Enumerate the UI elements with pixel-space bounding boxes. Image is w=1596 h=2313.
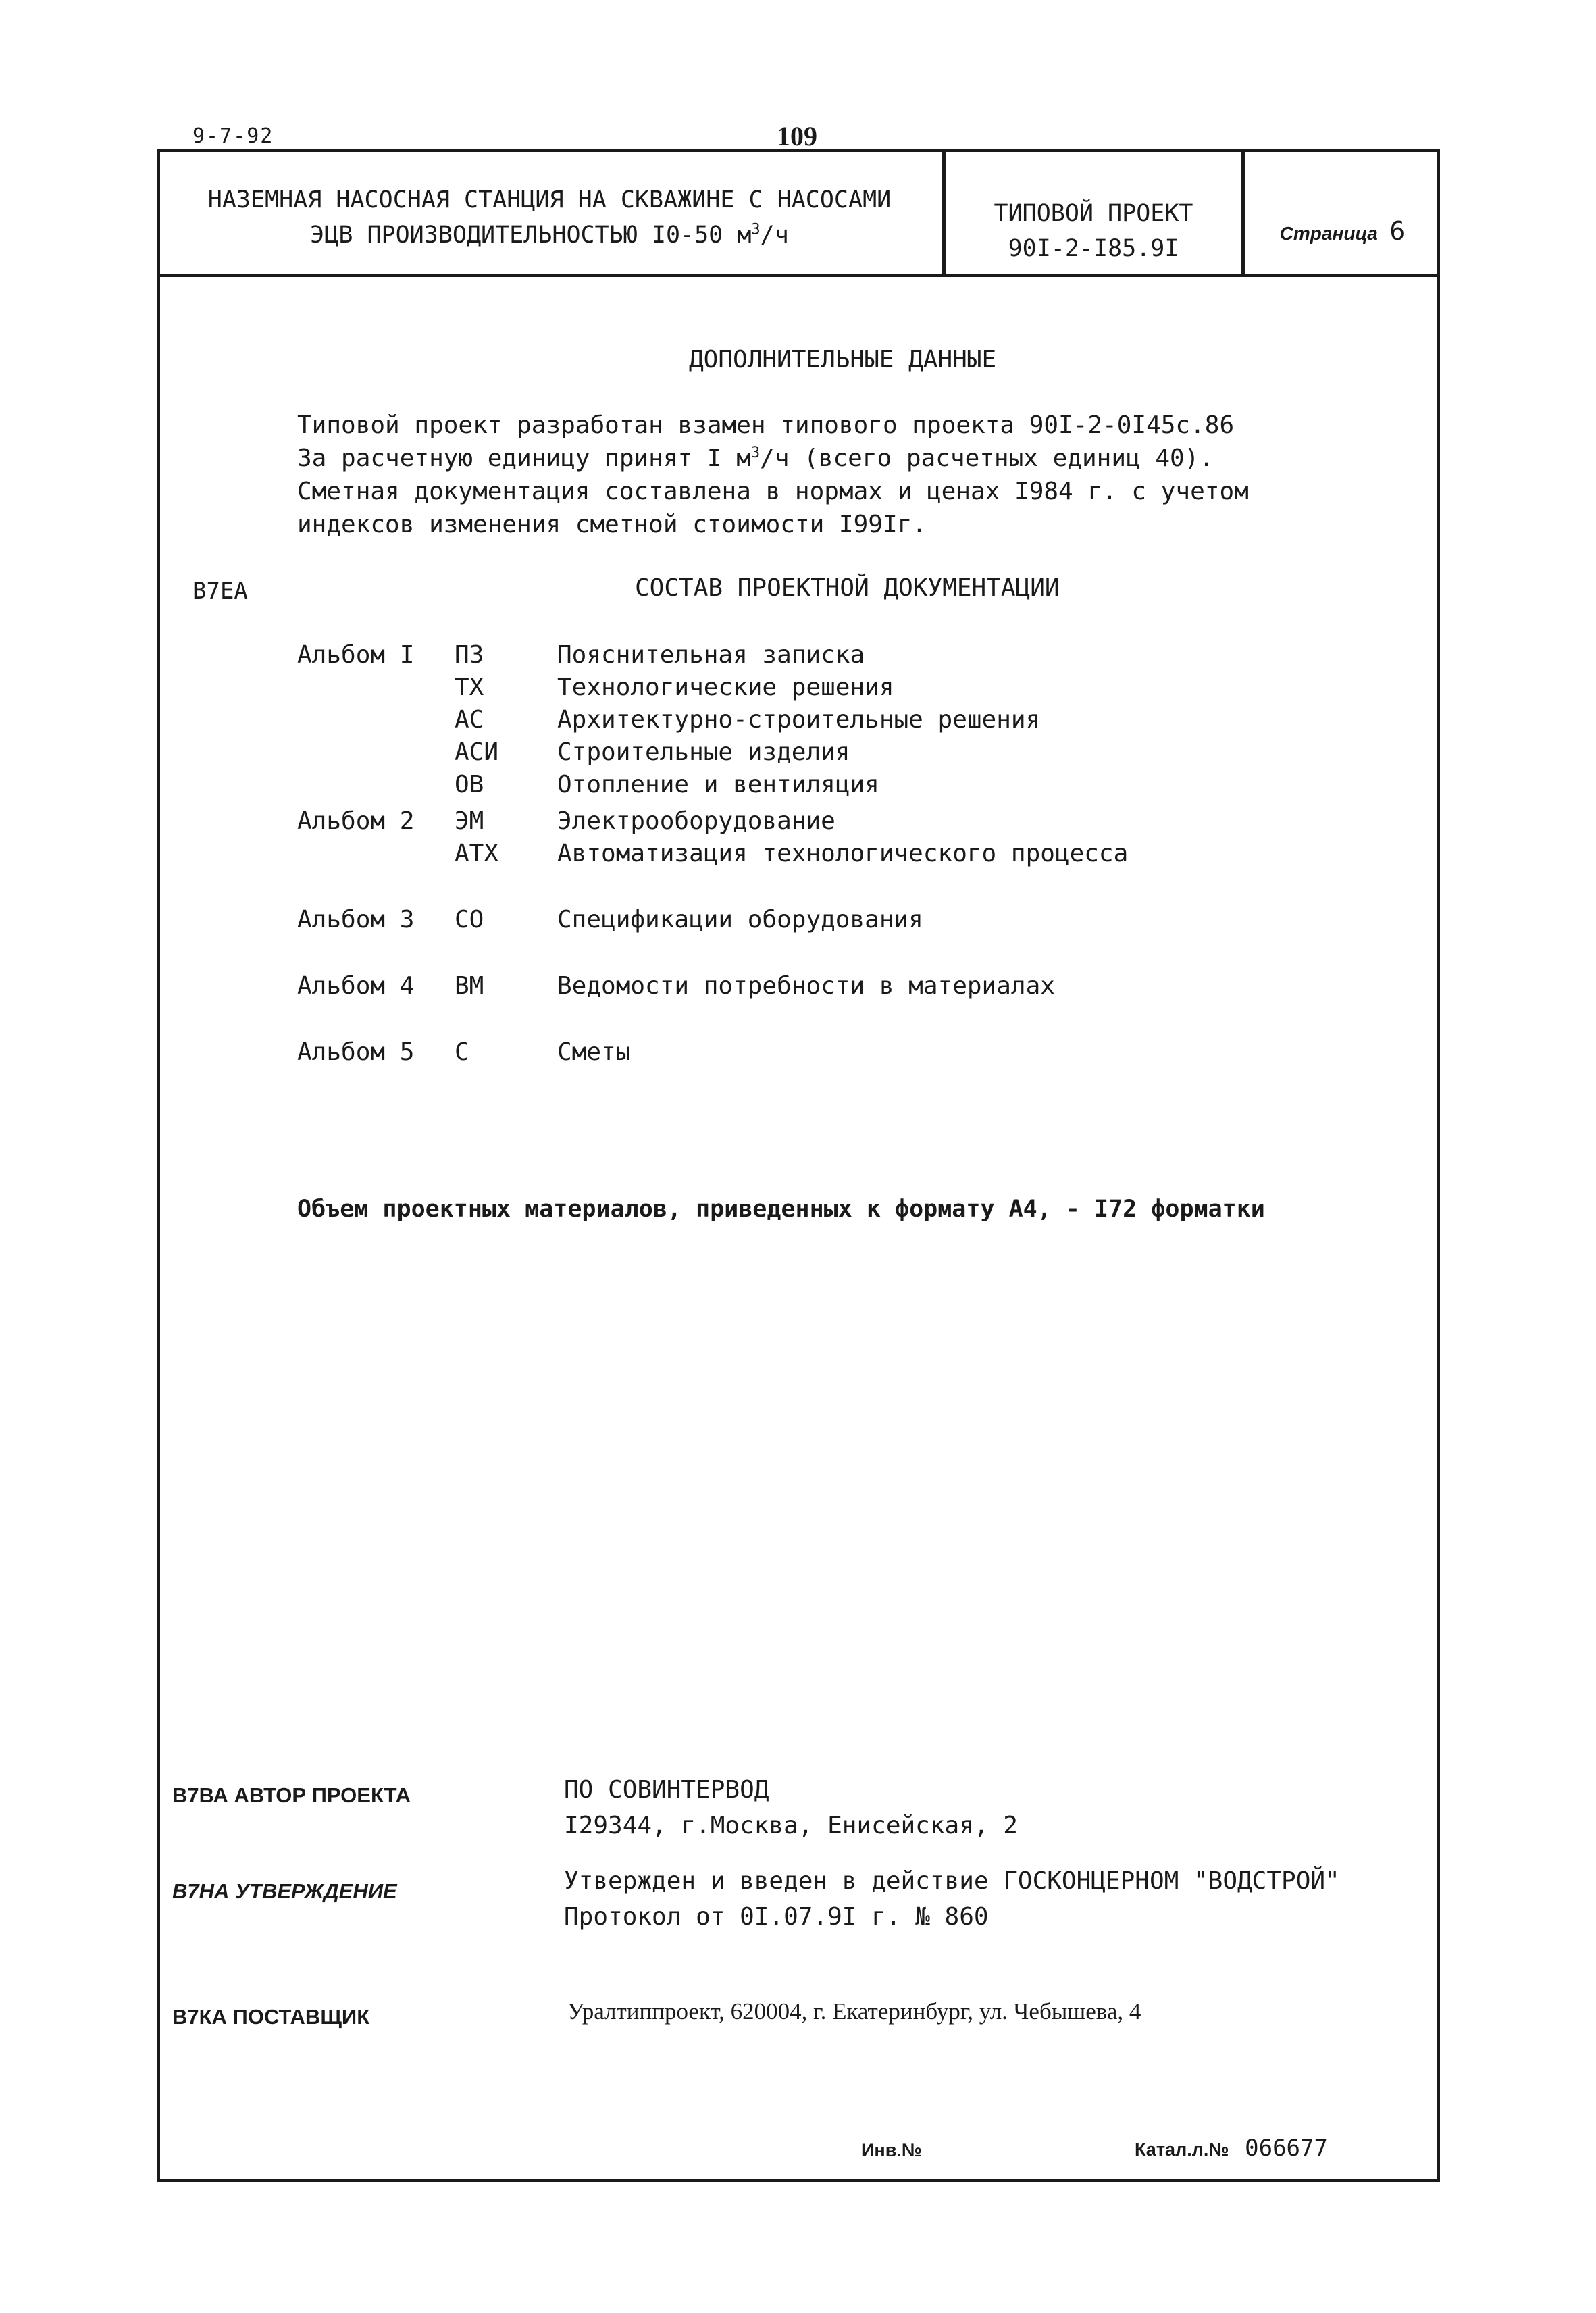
project-title-line1: НАЗЕМНАЯ НАСОСНАЯ СТАНЦИЯ НА СКВАЖИНЕ С НАСОСАМИ	[207, 186, 892, 213]
author-label: В7ВА АВТОР ПРОЕКТА	[172, 1783, 411, 1807]
supplier-text: Уралтиппроект, 620004, г. Екатеринбург, ул. Чебышева, 4	[567, 1998, 1141, 2025]
top-reference: 9-7-92	[192, 124, 274, 148]
document-mark: ТХ	[455, 673, 484, 701]
document-name: Пояснительная записка	[557, 641, 865, 669]
page-label: Страница	[1279, 223, 1378, 244]
document-mark: СО	[455, 906, 484, 934]
project-code-cell	[946, 196, 1241, 266]
additional-line: Сметная документация составлена в нормах и ценах I984 г. с учетом	[297, 478, 1249, 505]
album-group	[297, 638, 1378, 805]
approval-block	[564, 1864, 1340, 1933]
composition-list	[297, 638, 1378, 1076]
approval-label: В7НА УТВЕРЖДЕНИЕ	[172, 1879, 397, 1903]
document-mark: АСИ	[455, 738, 499, 766]
album-group	[297, 805, 1378, 903]
document-name: Спецификации оборудования	[557, 906, 923, 934]
additional-line: Типовой проект разработан взамен типового проекта 90I-2-0I45с.86	[297, 411, 1235, 439]
document-name: Архитектурно-строительные решения	[557, 706, 1041, 734]
title-block	[157, 149, 1440, 277]
project-number: 90I-2-I85.9I	[1008, 235, 1179, 262]
album-label: Альбом 5	[297, 1038, 415, 1066]
composition-heading: СОСТАВ ПРОЕКТНОЙ ДОКУМЕНТАЦИИ	[635, 574, 1060, 602]
project-title	[157, 182, 942, 253]
album-group	[297, 1036, 1378, 1076]
title-block-divider	[1241, 149, 1245, 274]
document-name: Отопление и вентиляция	[557, 771, 879, 798]
document-mark: ОВ	[455, 771, 484, 798]
document-mark: ПЗ	[455, 641, 484, 669]
additional-data-heading: ДОПОЛНИТЕЛЬНЫЕ ДАННЫЕ	[689, 346, 997, 374]
inventory-label: Инв.№	[861, 2140, 922, 2160]
document-name: Электрооборудование	[557, 807, 835, 835]
catalog-cell	[1135, 2135, 1328, 2162]
document-mark: АТХ	[455, 840, 499, 867]
volume-note: Объем проектных материалов, приведенных к формату А4, - I72 форматки	[297, 1196, 1265, 1223]
composition-code: В7ЕА	[192, 578, 248, 605]
catalog-number: 066677	[1245, 2135, 1328, 2162]
catalog-label: Катал.л.№	[1135, 2139, 1229, 2160]
sheet-number: 109	[777, 121, 817, 151]
supplier-label: В7КА ПОСТАВЩИК	[172, 2005, 370, 2029]
additional-line: индексов изменения сметной стоимости I99Iг.	[297, 511, 927, 538]
document-name: Технологические решения	[557, 673, 894, 701]
album-group	[297, 969, 1378, 1036]
project-label: ТИПОВОЙ ПРОЕКТ	[994, 200, 1193, 227]
album-label: Альбом 4	[297, 972, 415, 1000]
author-line: ПО СОВИНТЕРВОД	[564, 1776, 769, 1804]
album-group	[297, 903, 1378, 969]
page-number: 6	[1389, 216, 1406, 246]
page-cell	[1245, 216, 1440, 246]
document-mark: С	[455, 1038, 469, 1066]
document-name: Автоматизация технологического процесса	[557, 840, 1129, 867]
album-label: Альбом I	[297, 641, 415, 669]
approval-line: Утвержден и введен в действие ГОСКОНЦЕРНОМ "ВОДСТРОЙ"	[564, 1867, 1340, 1895]
document-name: Сметы	[557, 1038, 631, 1066]
document-mark: ВМ	[455, 972, 484, 1000]
album-label: Альбом 2	[297, 807, 415, 835]
additional-data-text	[297, 409, 1249, 541]
album-label: Альбом 3	[297, 906, 415, 934]
author-line: I29344, г.Москва, Енисейская, 2	[564, 1812, 1018, 1839]
document-mark: ЭМ	[455, 807, 484, 835]
document-name: Строительные изделия	[557, 738, 850, 766]
project-title-line2: ЭЦВ ПРОИЗВОДИТЕЛЬНОСТЬЮ I0-50 $м^3/ч$	[310, 221, 789, 249]
document-mark: АС	[455, 706, 484, 734]
document-name: Ведомости потребности в материалах	[557, 972, 1055, 1000]
author-block	[564, 1773, 1018, 1842]
additional-line: За расчетную единицу принят I $м^3/ч$ (всего расчетных единиц 40).	[297, 444, 1214, 472]
approval-line: Протокол от 0I.07.9I г. № 860	[564, 1903, 989, 1931]
